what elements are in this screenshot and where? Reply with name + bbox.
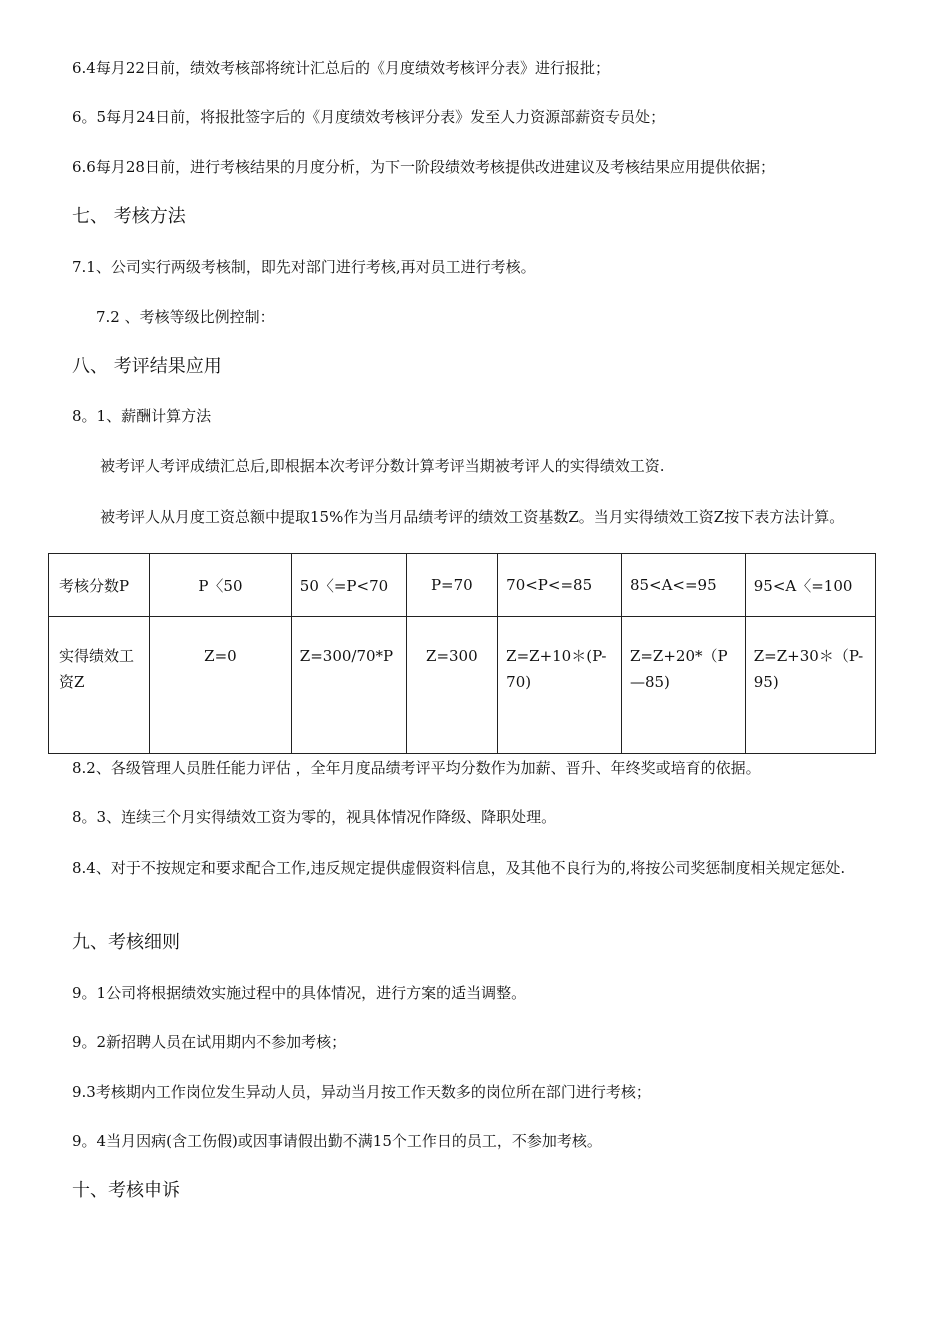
clause-8-2: 8.2、各级管理人员胜任能力评估 ，全年月度品绩考评平均分数作为加薪、晋升、年终奖或培育的依据。 [72,759,761,777]
table-cell: Z=300 [406,617,498,754]
table-cell: P=70 [406,554,498,617]
table-cell: 实得绩效工资Z [49,617,150,754]
table-cell: Z=300/70*P [291,617,406,754]
table-row [49,617,876,754]
section-7-heading: 七、 考核方法 [72,206,186,227]
clause-7-2: 7.2 、考核等级比例控制： [96,308,275,326]
table-cell: Z=Z+20*（P—85) [621,617,745,754]
clause-8-4: 8.4、对于不按规定和要求配合工作,违反规定提供虚假资料信息，及其他不良行为的,将按公司奖惩制度相关规定惩处. [72,859,846,877]
section-8-heading: 八、 考评结果应用 [72,356,222,377]
table-cell: Z=0 [150,617,292,754]
table-cell: 85<A<=95 [621,554,745,617]
clause-9-1: 9。1公司将根据绩效实施过程中的具体情况，进行方案的适当调整。 [72,984,527,1002]
table-cell: 考核分数P [49,554,150,617]
table-cell: Z=Z+10＊(P-70) [498,617,622,754]
section-9-heading: 九、考核细则 [72,932,180,953]
clause-9-4: 9。4当月因病(含工伤假)或因事请假出勤不满15个工作日的员工，不参加考核。 [72,1132,602,1150]
table-cell: Z=Z+30＊（P-95) [745,617,875,754]
clause-6-5: 6。5每月24日前，将报批签字后的《月度绩效考核评分表》发至人力资源部薪资专员处； [72,108,666,126]
table-cell: 50〈=P<70 [291,554,406,617]
table-cell: P〈50 [150,554,292,617]
clause-9-2: 9。2新招聘人员在试用期内不参加考核； [72,1033,347,1051]
table-cell: 95<A〈=100 [745,554,875,617]
clause-7-1: 7.1、公司实行两级考核制，即先对部门进行考核,再对员工进行考核。 [72,258,536,276]
paragraph-8-a: 被考评人考评成绩汇总后,即根据本次考评分数计算考评当期被考评人的实得绩效工资. [100,457,665,475]
section-10-heading: 十、考核申诉 [72,1180,180,1201]
table-row [49,554,876,617]
clause-6-6: 6.6每月28日前，进行考核结果的月度分析，为下一阶段绩效考核提供改进建议及考核结果应用提供依据； [72,158,775,176]
clause-6-4: 6.4每月22日前，绩效考核部将统计汇总后的《月度绩效考核评分表》进行报批； [72,59,610,77]
paragraph-8-b: 被考评人从月度工资总额中提取15%作为当月品绩考评的绩效工资基数Z。当月实得绩效工资Z按下表方法计算。 [100,508,845,526]
clause-8-3: 8。3、连续三个月实得绩效工资为零的，视具体情况作降级、降职处理。 [72,808,557,826]
clause-8-1: 8。1、薪酬计算方法 [72,407,212,425]
performance-pay-table [48,553,876,754]
clause-9-3: 9.3考核期内工作岗位发生异动人员，异动当月按工作天数多的岗位所在部门进行考核； [72,1083,651,1101]
table-cell: 70<P<=85 [498,554,622,617]
